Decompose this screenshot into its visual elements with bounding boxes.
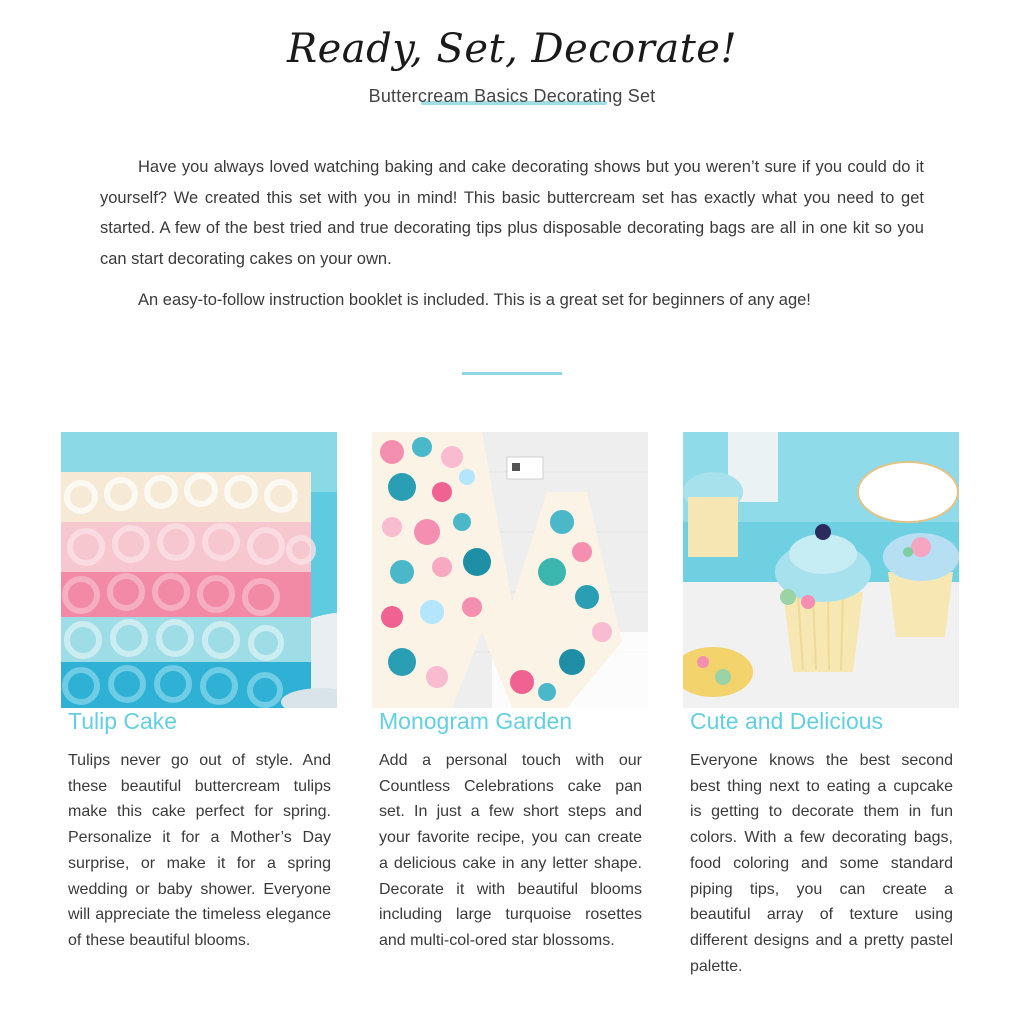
section-divider bbox=[462, 372, 562, 375]
card-cute-and-delicious bbox=[683, 432, 959, 979]
monogram-garden-photo bbox=[372, 432, 648, 708]
subtitle-wrap bbox=[0, 86, 1024, 107]
card-title: Monogram Garden bbox=[379, 708, 573, 734]
page-title: Ready, Set, Decorate! bbox=[286, 26, 738, 72]
intro-paragraph-2: An easy-to-follow instruction booklet is included. This is a great set for beginners of any age! bbox=[138, 291, 811, 309]
intro-text bbox=[100, 152, 924, 316]
intro-paragraph-1: Have you always loved watching baking and cake decorating shows but you weren’t sure if you could do it yourself? We created this set with you in mind! This basic buttercream set has exactly what you need to get started. A few of the best tried and true decorating tips plus disposable decorating bags are all in one kit so you can start decorating cakes on your own. bbox=[100, 158, 924, 268]
tulip-cake-photo bbox=[61, 432, 337, 708]
card-description: Everyone knows the best second best thing next to eating a cupcake is getting to decorate them in fun colors. With a few decorating bags, food coloring and some standard piping tips, you can create a beautiful array of texture using different designs and a pretty pastel palette. bbox=[690, 752, 953, 975]
card-description: Add a personal touch with our Countless Celebrations cake pan set. In just a few short steps and your favorite recipe, you can create a delicious cake in any letter shape. Decorate it with beautiful blooms including large turquoise rosettes and multi-col-ored star blossoms. bbox=[379, 752, 642, 949]
subtitle-text: Buttercream Basics Decorating Set bbox=[368, 86, 656, 106]
page-subtitle bbox=[369, 86, 656, 107]
card-title: Tulip Cake bbox=[68, 708, 178, 734]
card-tulip-cake bbox=[61, 432, 337, 954]
cupcakes-photo bbox=[683, 432, 959, 708]
card-title: Cute and Delicious bbox=[690, 708, 884, 734]
card-monogram-garden bbox=[372, 432, 648, 954]
card-description: Tulips never go out of style. And these beautiful buttercream tulips make this cake perfect for spring. Personalize it for a Mother’s Day surprise, or make it for a spring wedding or baby shower. Everyone will appreciate the timeless elegance of these beautiful blooms. bbox=[68, 752, 331, 949]
